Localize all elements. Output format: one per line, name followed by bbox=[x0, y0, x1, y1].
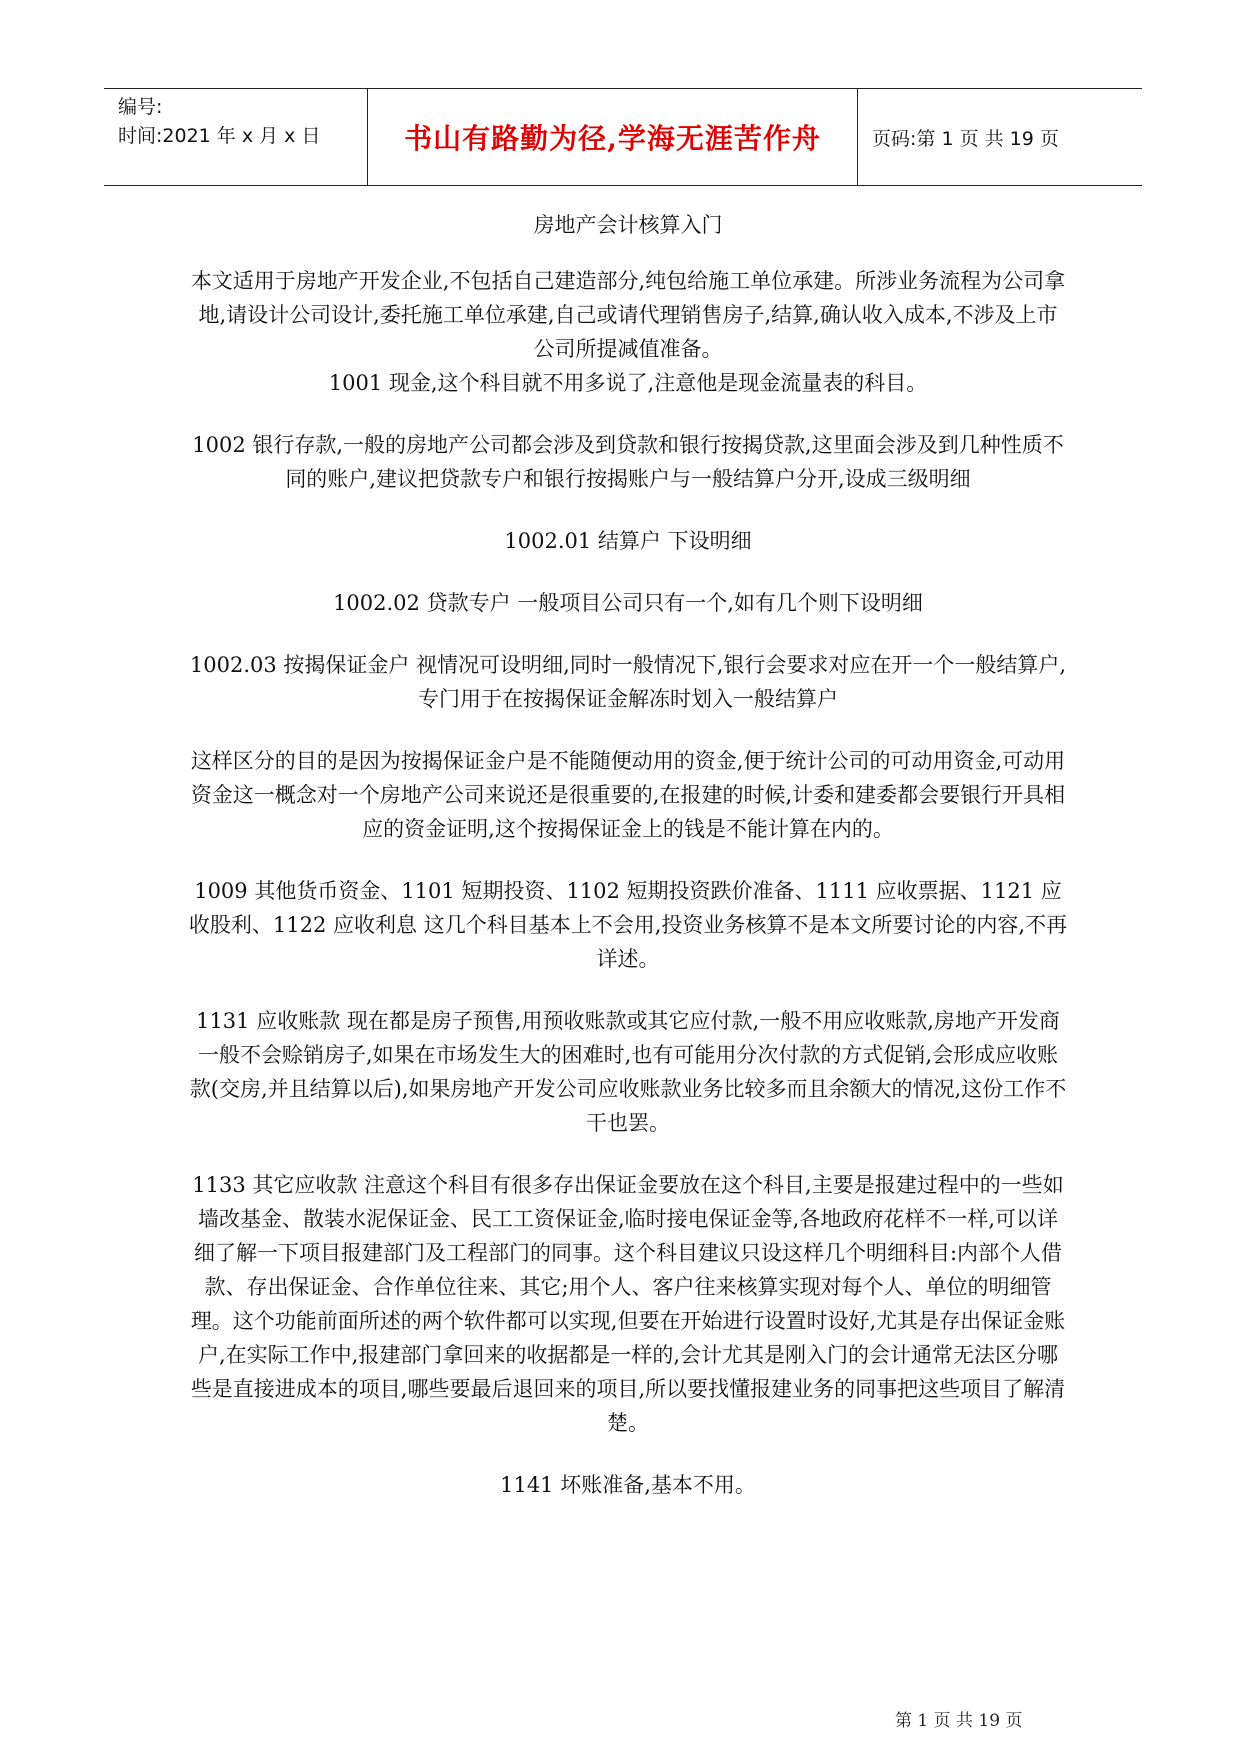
paragraph-1009: 1009 其他货币资金、1101 短期投资、1102 短期投资跌价准备、1111 应收票据、1121 应收股利、1122 应收利息 这几个科目基本上不会用,投资业务核算不是本文所要讨论的内容,不再详述。 bbox=[188, 879, 1068, 971]
paragraph-1002-02: 1002.02 贷款专户 一般项目公司只有一个,如有几个则下设明细 bbox=[333, 591, 923, 615]
document-title: 房地产会计核算入门 bbox=[533, 213, 723, 237]
paragraph-1002-03: 1002.03 按揭保证金户 视情况可设明细,同时一般情况下,银行会要求对应在开一个一般结算户,专门用于在按揭保证金解冻时划入一般结算户 bbox=[189, 653, 1067, 711]
header-divider-right bbox=[857, 89, 858, 185]
paragraph-1002: 1002 银行存款,一般的房地产公司都会涉及到贷款和银行按揭贷款,这里面会涉及到几种性质不同的账户,建议把贷款专户和银行按揭账户与一般结算户分开,设成三级明细 bbox=[192, 433, 1064, 491]
header-motto: 书山有路勤为径,学海无涯苦作舟 bbox=[404, 122, 821, 155]
header-divider-left bbox=[367, 89, 368, 185]
document-header bbox=[104, 88, 1142, 186]
paragraph-1002-01: 1002.01 结算户 下设明细 bbox=[504, 529, 752, 553]
paragraph-1001: 1001 现金,这个科目就不用多说了,注意他是现金流量表的科目。 bbox=[328, 371, 928, 395]
number-label: 编号: bbox=[118, 96, 163, 118]
header-meta bbox=[118, 93, 358, 151]
paragraph-1133: 1133 其它应收款 注意这个科目有很多存出保证金要放在这个科目,主要是报建过程中的一些如墙改基金、散装水泥保证金、民工工资保证金,临时接电保证金等,各地政府花样不一样,可以详细了解一下项目报建部门及工程部门的同事。这个科目建议只设这样几个明细科目:内部个人借款、存出保证金、合作单位往来、其它;用个人、客户往来核算实现对每个人、单位的明细管理。这个功能前面所述的两个软件都可以实现,但要在开始进行设置时设好,尤其是存出保证金账户,在实际工作中,报建部门拿回来的收据都是一样的,会计尤其是刚入门的会计通常无法区分哪些是直接进成本的项目,哪些要最后退回来的项目,所以要找懂报建业务的同事把这些项目了解清楚。 bbox=[190, 1173, 1066, 1435]
paragraph-intro: 本文适用于房地产开发企业,不包括自己建造部分,纯包给施工单位承建。所涉业务流程为公司拿地,请设计公司设计,委托施工单位承建,自己或请代理销售房子,结算,确认收入成本,不涉及上市公司所提减值准备。 bbox=[190, 269, 1066, 361]
paragraph-1131: 1131 应收账款 现在都是房子预售,用预收账款或其它应付款,一般不用应收账款,房地产开发商一般不会赊销房子,如果在市场发生大的困难时,也有可能用分次付款的方式促销,会形成应收账款(交房,并且结算以后),如果房地产开发公司应收账款业务比较多而且余额大的情况,这份工作不干也罢。 bbox=[189, 1009, 1067, 1135]
page-footer: 第 1 页 共 19 页 bbox=[895, 1711, 1023, 1731]
header-page-code: 页码:第 1 页 共 19 页 bbox=[872, 127, 1059, 150]
time-label: 时间:2021 年 x 月 x 日 bbox=[118, 125, 321, 147]
document-body bbox=[188, 210, 1068, 1530]
paragraph-purpose: 这样区分的目的是因为按揭保证金户是不能随便动用的资金,便于统计公司的可动用资金,可动用资金这一概念对一个房地产公司来说还是很重要的,在报建的时候,计委和建委都会要银行开具相应的资金证明,这个按揭保证金上的钱是不能计算在内的。 bbox=[190, 749, 1066, 841]
paragraph-1141: 1141 坏账准备,基本不用。 bbox=[500, 1473, 756, 1497]
